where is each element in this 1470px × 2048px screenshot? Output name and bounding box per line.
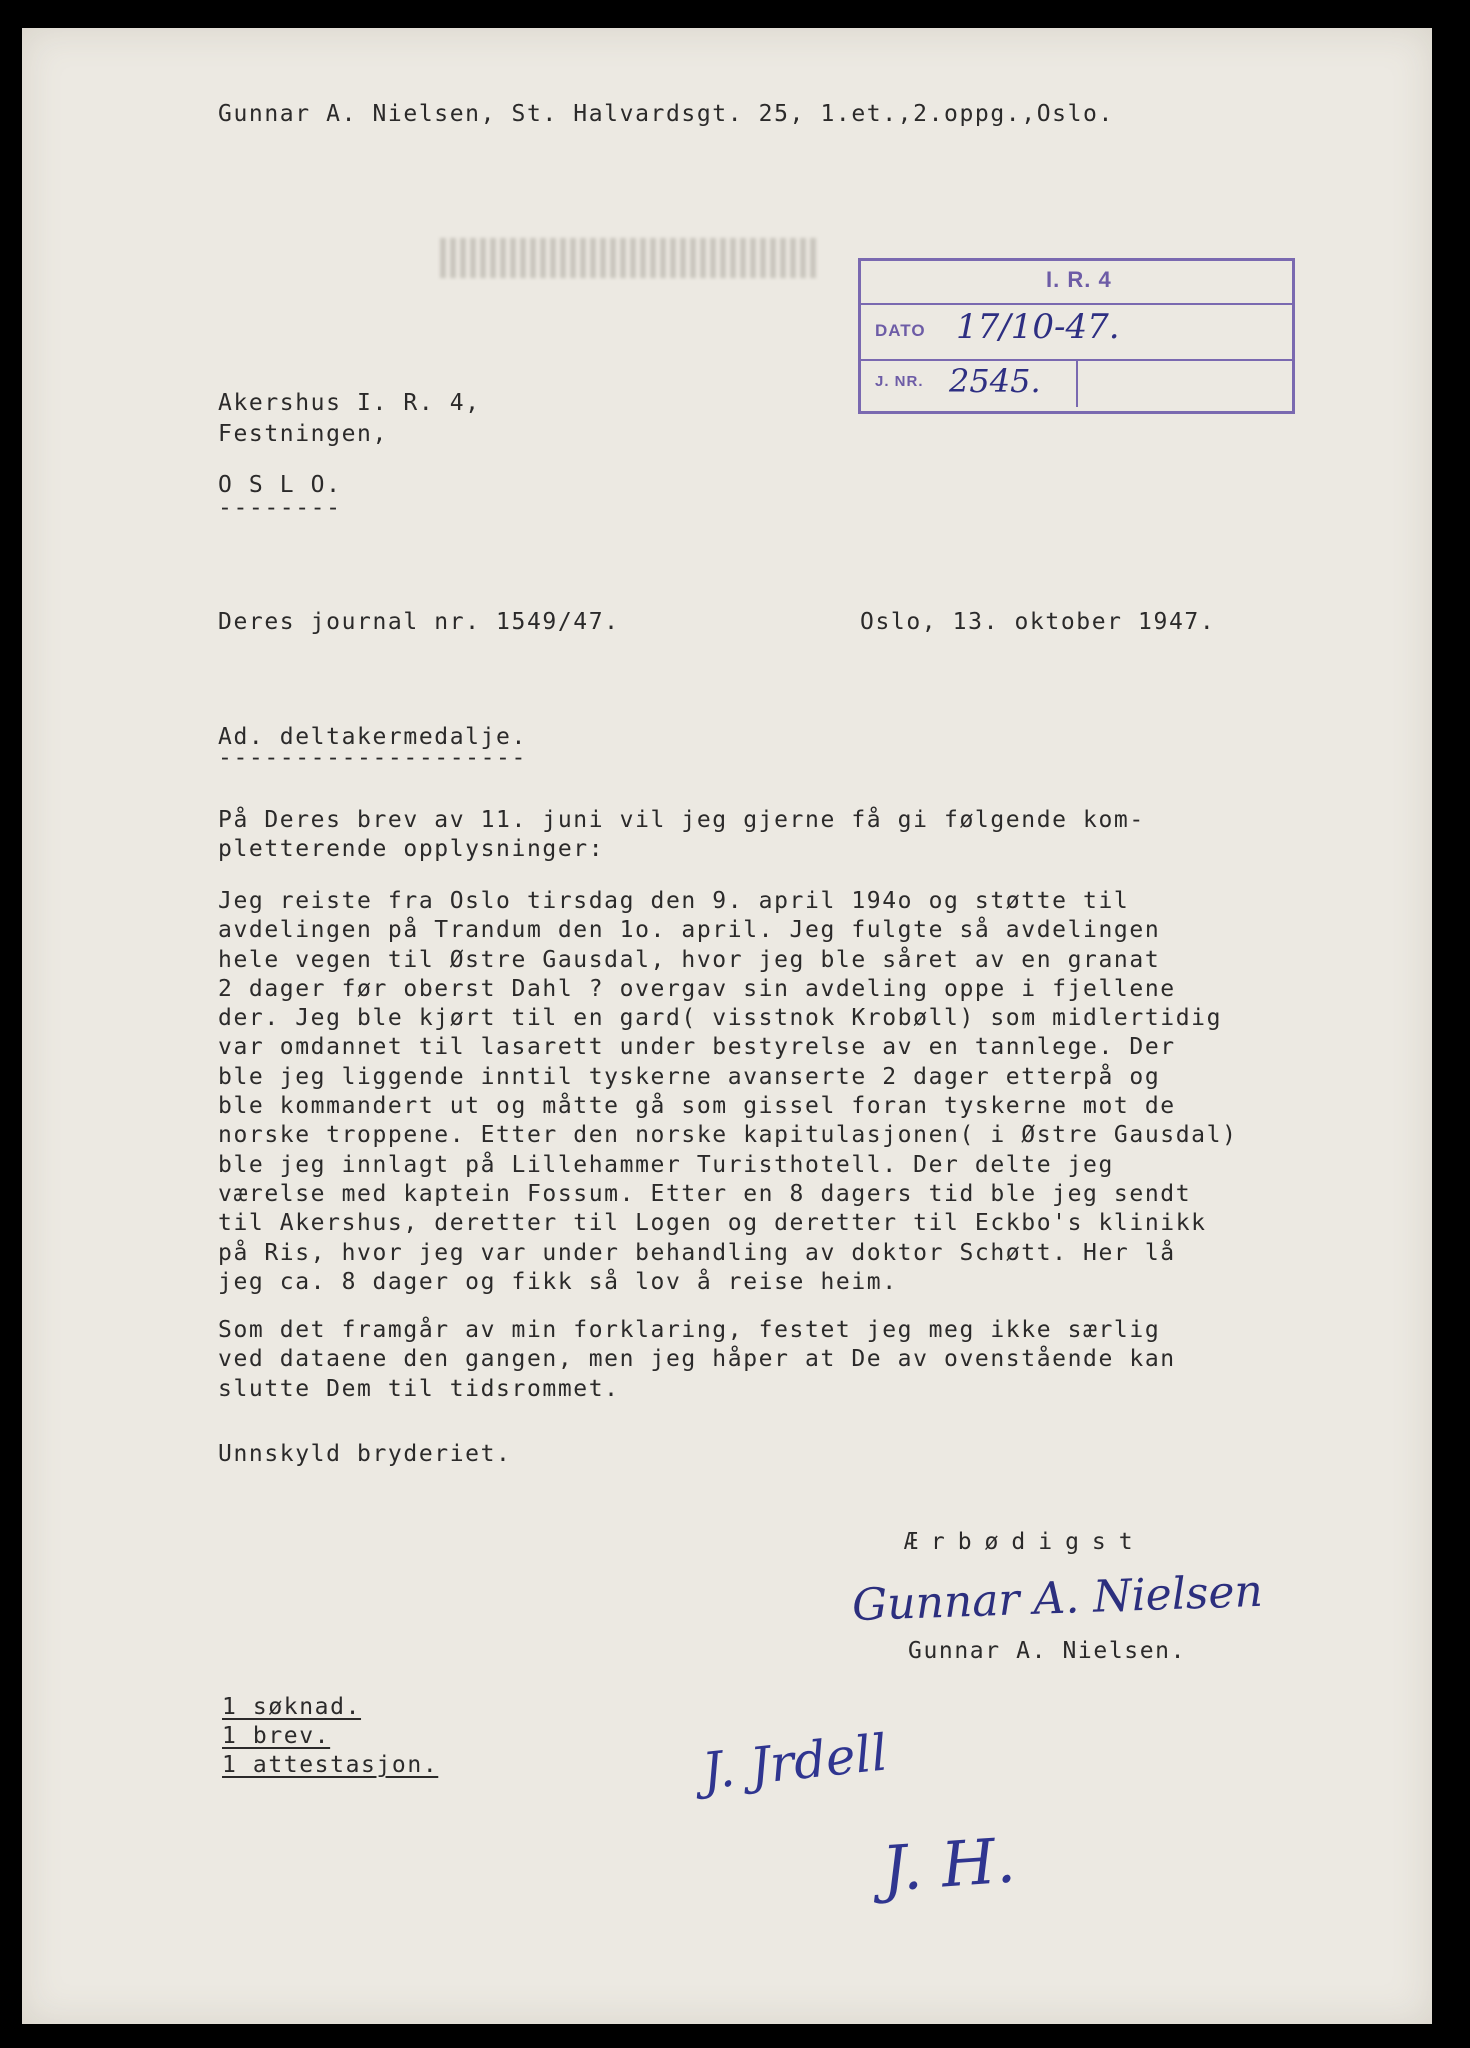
enclosure-item: 1 attestasjon. (222, 1752, 439, 1778)
paragraph-conclusion: Som det framgår av min forklaring, festet jeg meg ikke særlig ved dataene den gangen, men jeg håper at De av ovenstående kan slutte Dem til tidsrommet. (218, 1317, 1176, 1402)
stamp-date-label: DATO (875, 321, 926, 340)
recipient-line-1: Akershus I. R. 4, (218, 390, 481, 416)
stamp-header-row (861, 261, 1292, 305)
stamp-jnr-row (861, 359, 1078, 407)
letterhead: Gunnar A. Nielsen, St. Halvardsgt. 25, 1.et.,2.oppg.,Oslo. (218, 101, 1114, 127)
letter-page (22, 28, 1432, 2024)
handwritten-initials-2: J. H. (879, 1823, 1018, 1906)
journal-reference: Deres journal nr. 1549/47. (218, 609, 620, 635)
recipient-city-rule: -------- (218, 495, 342, 521)
received-stamp (858, 258, 1295, 414)
recipient-line-2: Festningen, (218, 421, 388, 447)
subject-title: Ad. deltakermedalje. (218, 724, 527, 750)
handwritten-initials-1: J. Jrdell (699, 1723, 891, 1801)
stamp-jnr-value: 2545. (949, 362, 1041, 400)
faded-stamp-impression (440, 238, 820, 278)
paragraph-apology: Unnskyld bryderiet. (218, 1441, 512, 1467)
paragraph-account: Jeg reiste fra Oslo tirsdag den 9. april 194o og støtte til avdelingen på Trandum den 1o. april. Jeg fulgte så avdelingen hele vegen til Østre Gausdal, hvor jeg ble såret av en granat 2 dager før oberst Dahl ? overgav sin avdeling oppe i fjellene der. Jeg ble kjørt til en gard( visstnok Krobøll) som midlertidig var omdannet til lasarett under bestyrelse av en tannlege. Der ble jeg liggende inntil tyskerne avanserte 2 dager etterpå og ble kommandert ut og måtte gå som gissel foran tyskerne mot de norske troppene. Etter den norske kapitulasjonen( i Østre Gausdal) ble jeg innlagt på Lillehammer Turisthotell. Der delte jeg værelse med kaptein Fossum. Etter en 8 dagers tid ble jeg sendt til Akershus, deretter til Logen og deretter til Eckbo's klinikk på Ris, hvor jeg var under behandling av doktor Schøtt. Her lå jeg ca. 8 dager og fikk så lov å reise heim. (218, 888, 1238, 1295)
enclosure-item: 1 søknad. (222, 1694, 362, 1720)
paragraph-intro: På Deres brev av 11. juni vil jeg gjerne få gi følgende kom- pletterende opplysninger: (218, 807, 1145, 863)
stamp-header: I. R. 4 (1046, 267, 1112, 292)
stamp-jnr-label: J. NR. (875, 373, 924, 390)
subject-rule: -------------------- (218, 745, 527, 771)
stamp-date-row (861, 303, 1292, 361)
place-date: Oslo, 13. oktober 1947. (860, 609, 1216, 635)
handwritten-signature: Gunnar A. Nielsen (851, 1565, 1264, 1632)
recipient-city: O S L O. (218, 472, 342, 498)
closing-salutation: Ærbødigst (904, 1529, 1146, 1555)
typed-name: Gunnar A. Nielsen. (908, 1638, 1187, 1664)
stamp-date-value: 17/10-47. (956, 307, 1120, 347)
enclosure-item: 1 brev. (222, 1723, 331, 1749)
